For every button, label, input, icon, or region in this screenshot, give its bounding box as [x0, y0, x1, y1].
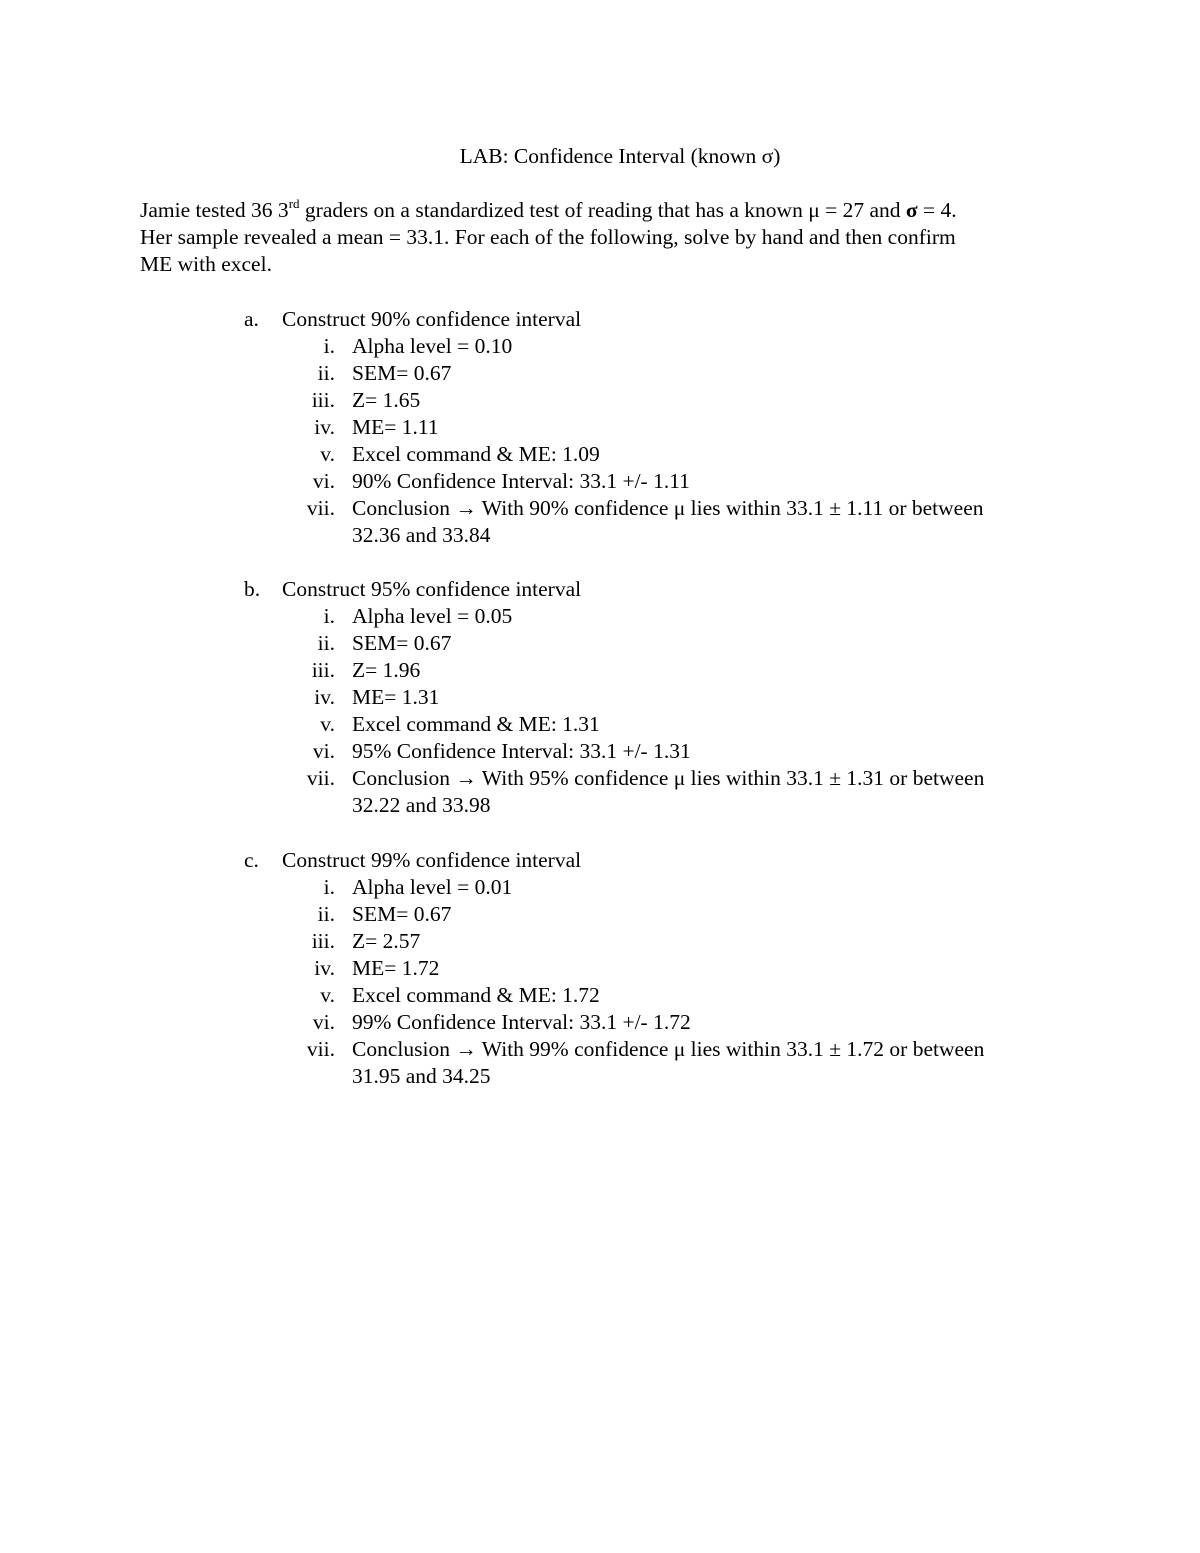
- section-heading-text: Construct 99% confidence interval: [282, 848, 582, 872]
- section-heading-text: Construct 90% confidence interval: [282, 307, 582, 331]
- conclusion-line-2: 31.95 and 34.25: [352, 1064, 491, 1088]
- intro-line-1: Jamie tested 36 3rd graders on a standardized test of reading that has a known μ = 27 and σ = 4.: [140, 195, 957, 222]
- item-text: 90% Confidence Interval: 33.1 +/- 1.11: [352, 469, 690, 493]
- item-text: [352, 765, 1072, 819]
- item-numeral: vii.: [306, 766, 335, 790]
- item-numeral: ii.: [317, 631, 335, 655]
- item-text: Excel command & ME: 1.72: [352, 983, 600, 1007]
- intro-line-3: ME with excel.: [140, 252, 272, 276]
- item-text: Excel command & ME: 1.09: [352, 442, 600, 466]
- item-text: ME= 1.31: [352, 685, 440, 709]
- item-numeral: iii.: [311, 388, 335, 412]
- item-text: Z= 1.65: [352, 388, 421, 412]
- item-numeral: ii.: [317, 902, 335, 926]
- item-text: SEM= 0.67: [352, 902, 452, 926]
- item-text: [352, 1036, 1072, 1090]
- item-text: Z= 1.96: [352, 658, 421, 682]
- conclusion-line-2: 32.36 and 33.84: [352, 523, 491, 547]
- item-numeral: vii.: [306, 1037, 335, 1061]
- intro-paragraph: [140, 197, 1060, 278]
- item-numeral: vii.: [306, 496, 335, 520]
- item-numeral: i.: [323, 334, 335, 358]
- item-numeral: iii.: [311, 929, 335, 953]
- intro-line-2: Her sample revealed a mean = 33.1. For each of the following, solve by hand and then confirm: [140, 225, 956, 249]
- section-letter: b.: [244, 577, 261, 601]
- section-heading-text: Construct 95% confidence interval: [282, 577, 582, 601]
- item-text: 95% Confidence Interval: 33.1 +/- 1.31: [352, 739, 691, 763]
- item-text: Excel command & ME: 1.31: [352, 712, 600, 736]
- section-letter: a.: [244, 307, 259, 331]
- item-text: 99% Confidence Interval: 33.1 +/- 1.72: [352, 1010, 691, 1034]
- item-text: ME= 1.72: [352, 956, 440, 980]
- conclusion-line-1: Conclusion → With 99% confidence μ lies within 33.1 ± 1.72 or between: [352, 1037, 985, 1061]
- item-text: SEM= 0.67: [352, 361, 452, 385]
- section-letter: c.: [244, 848, 259, 872]
- item-numeral: ii.: [317, 361, 335, 385]
- sigma-symbol: σ: [905, 198, 918, 222]
- conclusion-line-1: Conclusion → With 95% confidence μ lies within 33.1 ± 1.31 or between: [352, 766, 985, 790]
- item-numeral: i.: [323, 604, 335, 628]
- item-numeral: iv.: [314, 956, 335, 980]
- item-text: Alpha level = 0.10: [352, 334, 513, 358]
- item-numeral: iv.: [314, 415, 335, 439]
- item-numeral: vi.: [312, 469, 335, 493]
- item-numeral: v.: [320, 712, 335, 736]
- item-numeral: v.: [320, 983, 335, 1007]
- conclusion-line-2: 32.22 and 33.98: [352, 793, 491, 817]
- item-numeral: vi.: [312, 739, 335, 763]
- item-numeral: v.: [320, 442, 335, 466]
- ordinal-suffix: rd: [288, 195, 300, 211]
- item-text: Z= 2.57: [352, 929, 421, 953]
- item-text: ME= 1.11: [352, 415, 439, 439]
- item-numeral: iv.: [314, 685, 335, 709]
- page-title: LAB: Confidence Interval (known σ): [459, 144, 781, 168]
- item-numeral: i.: [323, 875, 335, 899]
- item-text: [352, 495, 1072, 549]
- item-numeral: vi.: [312, 1010, 335, 1034]
- conclusion-line-1: Conclusion → With 90% confidence μ lies within 33.1 ± 1.11 or between: [352, 496, 984, 520]
- item-text: Alpha level = 0.05: [352, 604, 513, 628]
- item-numeral: iii.: [311, 658, 335, 682]
- item-text: SEM= 0.67: [352, 631, 452, 655]
- item-text: Alpha level = 0.01: [352, 875, 513, 899]
